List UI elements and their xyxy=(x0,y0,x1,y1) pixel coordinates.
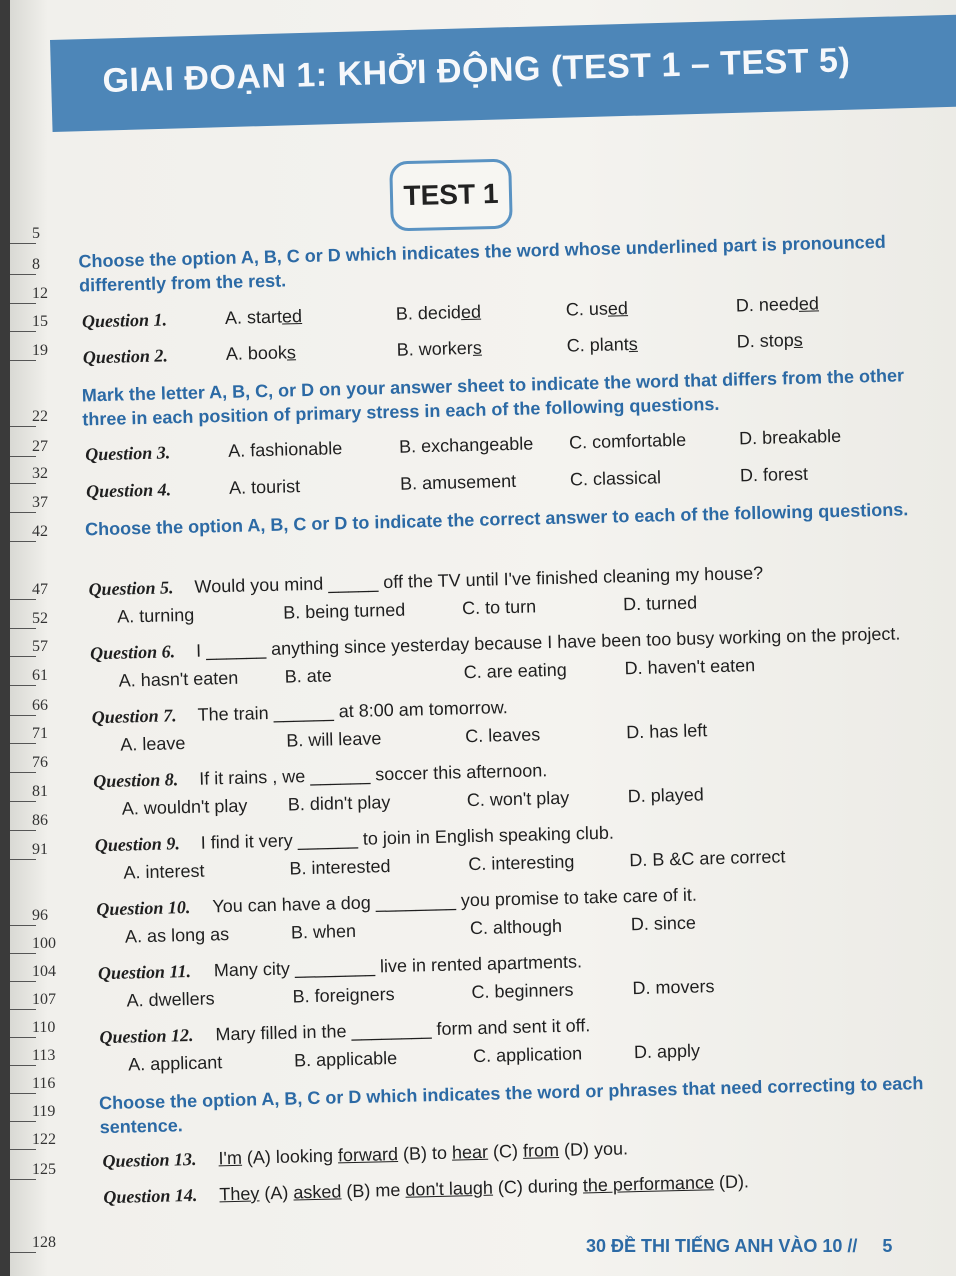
option-b: B. exchangeable xyxy=(398,433,534,457)
margin-line xyxy=(10,426,36,427)
margin-line xyxy=(10,953,36,954)
text-segment: (C) during xyxy=(492,1175,584,1198)
question-label: Question 12. xyxy=(99,1024,194,1048)
option-b: B. being turned xyxy=(282,599,406,623)
margin-number: 22 xyxy=(32,408,48,425)
question-label: Question 4. xyxy=(85,479,172,502)
margin-line xyxy=(10,981,36,982)
margin-line xyxy=(10,830,36,831)
text-segment: (B) to xyxy=(397,1142,453,1164)
margin-number: 128 xyxy=(32,1234,56,1251)
question-text: Many city ________ live in rented apartments. xyxy=(213,951,583,981)
option-b: B. workers xyxy=(396,337,483,360)
margin-number: 42 xyxy=(32,523,48,540)
question-label: Question 6. xyxy=(89,641,176,664)
margin-number: 5 xyxy=(32,225,40,242)
margin-number: 86 xyxy=(32,812,48,829)
option-d: D. since xyxy=(630,912,697,935)
margin-number: 8 xyxy=(32,256,40,273)
margin-line xyxy=(10,801,36,802)
option-c: C. plants xyxy=(566,333,639,356)
margin-number: 107 xyxy=(32,991,56,1008)
option-b: B. when xyxy=(290,920,357,943)
margin-line xyxy=(10,1179,36,1180)
question-label: Question 1. xyxy=(81,309,168,332)
underlined-part: hear xyxy=(451,1141,489,1163)
question-text: Mary filled in the ________ form and sent it off. xyxy=(215,1015,591,1045)
option-c: C. are eating xyxy=(463,659,567,683)
margin-number: 125 xyxy=(32,1161,56,1178)
underlined-part: They xyxy=(219,1183,260,1205)
option-b: B. didn't play xyxy=(287,792,391,815)
option-b: B. foreigners xyxy=(292,984,395,1007)
margin-line xyxy=(10,1009,36,1010)
margin-line xyxy=(10,303,36,304)
margin-line xyxy=(10,1252,36,1253)
option-c: C. although xyxy=(469,915,563,939)
section-instruction: Mark the letter A, B, C, or D on your answer sheet to indicate the word that differs from the other three in each position of primary stress in each of the following questions. xyxy=(81,365,905,430)
option-c: C. to turn xyxy=(461,596,537,619)
margin-line xyxy=(10,331,36,332)
margin-line xyxy=(10,925,36,926)
text-segment: (A) looking xyxy=(241,1145,339,1168)
option-a: A. books xyxy=(225,342,297,364)
margin-number: 32 xyxy=(32,465,48,482)
margin-number: 104 xyxy=(32,963,56,980)
margin-number: 61 xyxy=(32,667,48,684)
option-a: A. applicant xyxy=(127,1052,223,1075)
underlined-part: don't laugh xyxy=(405,1177,494,1200)
margin-line xyxy=(10,1149,36,1150)
question-label: Question 10. xyxy=(96,896,191,920)
question-label: Question 5. xyxy=(88,577,174,600)
margin-number: 19 xyxy=(32,342,48,359)
question-text: You can have a dog ________ you promise to take care of it. xyxy=(212,884,698,917)
question-label: Question 8. xyxy=(92,769,179,792)
question-label: Question 11. xyxy=(97,960,192,984)
margin-number: 91 xyxy=(32,841,48,858)
option-a: A. leave xyxy=(120,733,186,755)
option-a: A. as long as xyxy=(124,924,230,947)
option-b: B. will leave xyxy=(286,728,382,751)
margin-line xyxy=(10,859,36,860)
margin-line xyxy=(10,512,36,513)
margin-line xyxy=(10,456,36,457)
margin-number: 57 xyxy=(32,638,48,655)
test-badge: TEST 1 xyxy=(389,159,513,232)
margin-number: 37 xyxy=(32,494,48,511)
margin-number: 27 xyxy=(32,438,48,455)
section-instruction: Choose the option A, B, C or D which indicates the word or phrases that need correcting to each sentence. xyxy=(98,1073,924,1138)
margin-line xyxy=(10,685,36,686)
option-a: A. wouldn't play xyxy=(121,795,248,819)
question-text: I find it very ______ to join in English speaking club. xyxy=(200,822,615,853)
section-instruction: Choose the option A, B, C or D which indicates the word whose underlined part is pronounced differently from the rest. xyxy=(78,231,886,296)
margin-line xyxy=(10,772,36,773)
option-a: A. interest xyxy=(123,860,205,883)
margin-line xyxy=(10,243,36,244)
option-d: D. has left xyxy=(625,720,708,743)
margin-line xyxy=(10,360,36,361)
section-instruction: Choose the option A, B, C or D to indicate the correct answer to each of the following questions. xyxy=(84,499,909,540)
margin-line xyxy=(10,1065,36,1066)
option-d: D. movers xyxy=(632,976,715,999)
margin-line xyxy=(10,1093,36,1094)
page-number: 5 xyxy=(882,1236,893,1256)
margin-number: 15 xyxy=(32,313,48,330)
question-text: I ______ anything since yesterday because I have been too busy working on the project. xyxy=(195,623,901,661)
option-c: C. beginners xyxy=(471,979,574,1003)
margin-number: 47 xyxy=(32,581,48,598)
margin-number: 81 xyxy=(32,783,48,800)
book-page xyxy=(10,0,956,1276)
option-c: C. leaves xyxy=(465,724,541,747)
question-text xyxy=(219,1171,749,1205)
margin-line xyxy=(10,274,36,275)
option-d: D. needed xyxy=(735,293,820,316)
option-d: D. B &C are correct xyxy=(629,846,786,871)
option-b: B. ate xyxy=(284,665,332,687)
margin-number: 12 xyxy=(32,285,48,302)
option-c: C. classical xyxy=(569,467,662,490)
question-label: Question 14. xyxy=(103,1184,198,1208)
underlined-part: asked xyxy=(293,1181,342,1203)
margin-line xyxy=(10,743,36,744)
margin-number: 100 xyxy=(32,935,56,952)
text-segment: (A) xyxy=(259,1182,294,1204)
option-a: A. fashionable xyxy=(227,438,343,461)
margin-number: 110 xyxy=(32,1019,56,1036)
question-label: Question 2. xyxy=(82,345,169,368)
margin-line xyxy=(10,628,36,629)
option-d: D. played xyxy=(627,784,705,807)
margin-number: 119 xyxy=(32,1103,56,1120)
option-c: C. interesting xyxy=(468,851,575,875)
option-d: D. haven't eaten xyxy=(624,655,756,679)
margin-number: 113 xyxy=(32,1047,56,1064)
margin-line xyxy=(10,599,36,600)
footer-book-title: 30 ĐỀ THI TIẾNG ANH VÀO 10 // xyxy=(586,1236,858,1256)
option-a: A. turning xyxy=(116,604,195,627)
margin-number: 122 xyxy=(32,1131,56,1148)
footer xyxy=(586,1236,892,1257)
option-a: A. dwellers xyxy=(126,988,215,1011)
question-text: The train ______ at 8:00 am tomorrow. xyxy=(197,697,508,725)
question-text xyxy=(218,1138,628,1169)
option-c: C. application xyxy=(472,1043,583,1067)
option-b: B. interested xyxy=(289,856,391,879)
margin-line xyxy=(10,541,36,542)
option-d: D. stops xyxy=(736,329,803,352)
underlined-part: from xyxy=(522,1140,560,1161)
option-a: A. tourist xyxy=(228,476,301,498)
margin-number: 96 xyxy=(32,907,48,924)
question-label: Question 13. xyxy=(102,1148,197,1172)
option-a: A. started xyxy=(224,306,303,328)
margin-line xyxy=(10,656,36,657)
option-c: C. used xyxy=(565,298,629,320)
question-label: Question 7. xyxy=(91,705,177,728)
underlined-part: the performance xyxy=(582,1172,715,1196)
text-segment: (C) xyxy=(487,1140,524,1162)
option-a: A. hasn't eaten xyxy=(118,667,239,691)
margin-number: 66 xyxy=(32,697,48,714)
option-b: B. amusement xyxy=(399,470,517,494)
margin-line xyxy=(10,715,36,716)
text-segment: (D) you. xyxy=(558,1138,629,1161)
option-d: D. breakable xyxy=(738,425,842,449)
option-b: B. applicable xyxy=(293,1047,398,1071)
margin-line xyxy=(10,1121,36,1122)
option-c: C. won't play xyxy=(466,787,570,811)
margin-number: 76 xyxy=(32,754,48,771)
underlined-part: forward xyxy=(337,1143,399,1166)
margin-number: 71 xyxy=(32,725,48,742)
margin-line xyxy=(10,1037,36,1038)
question-label: Question 3. xyxy=(85,442,171,465)
option-d: D. turned xyxy=(622,592,698,615)
option-d: D. forest xyxy=(739,463,809,486)
margin-line xyxy=(10,483,36,484)
option-c: C. comfortable xyxy=(568,429,687,453)
question-text: Would you mind _____ off the TV until I've finished cleaning my house? xyxy=(194,562,764,597)
text-segment: (B) me xyxy=(341,1179,406,1202)
margin-number: 52 xyxy=(32,610,48,627)
underlined-part: I'm xyxy=(218,1147,243,1169)
option-b: B. decided xyxy=(395,301,482,324)
question-label: Question 9. xyxy=(94,833,181,856)
question-text: If it rains , we ______ soccer this afternoon. xyxy=(198,760,548,789)
text-segment: (D). xyxy=(713,1171,750,1193)
margin-number: 116 xyxy=(32,1075,56,1092)
option-d: D. apply xyxy=(633,1040,701,1063)
page-title: GIAI ĐOẠN 1: KHỞI ĐỘNG (TEST 1 – TEST 5) xyxy=(102,41,851,100)
